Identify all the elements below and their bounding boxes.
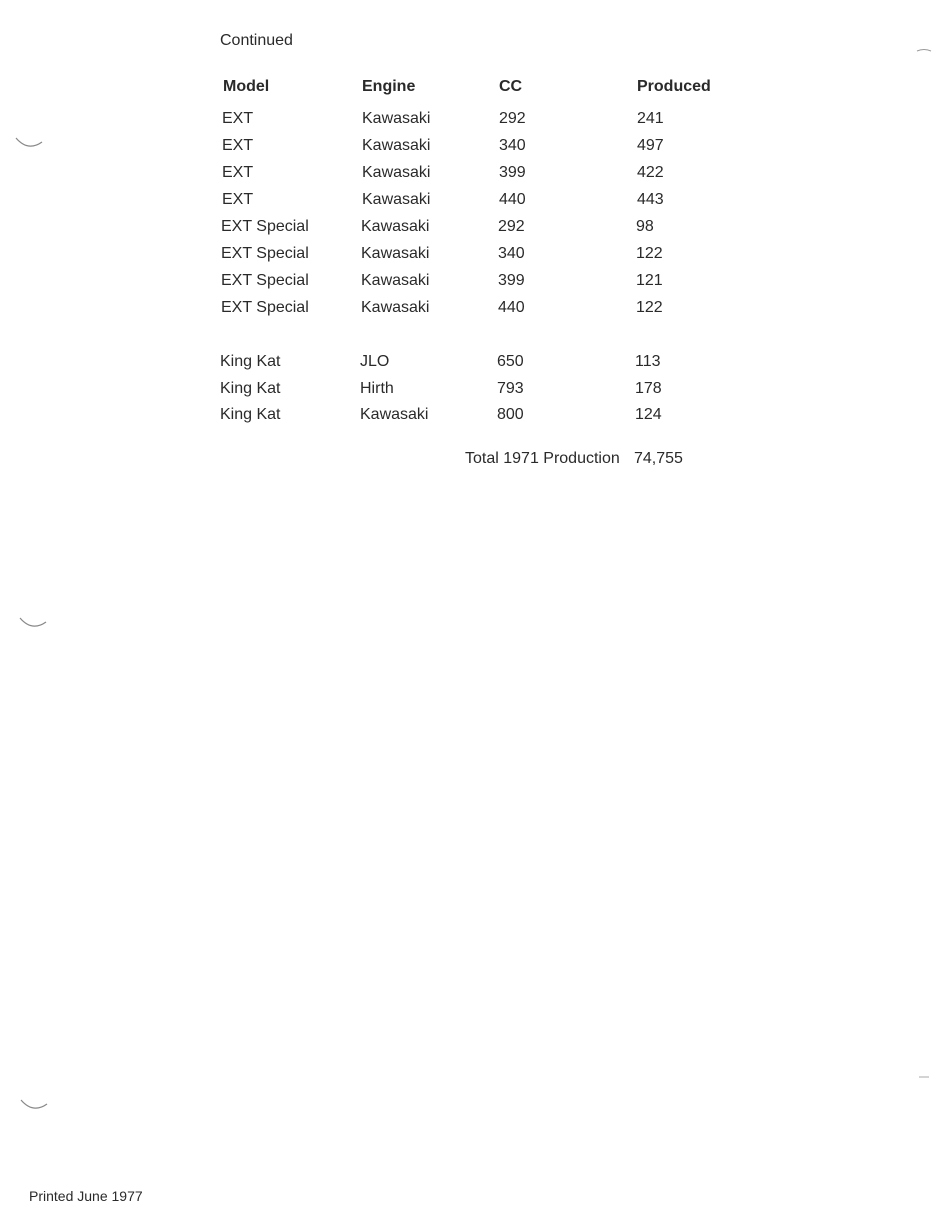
cell-model: EXT (222, 191, 254, 208)
table-row (221, 218, 821, 245)
header-engine: Engine (362, 78, 416, 95)
table-row (222, 191, 822, 218)
cell-model: King Kat (220, 380, 281, 397)
punch-hole-mark (18, 614, 48, 634)
total-production-label: Total 1971 Production (465, 450, 620, 467)
cell-cc: 800 (497, 406, 524, 423)
cell-cc: 440 (499, 191, 526, 208)
cell-cc: 340 (499, 137, 526, 154)
header-model: Model (223, 78, 270, 95)
cell-model: EXT (222, 137, 254, 154)
cell-engine: Hirth (360, 380, 394, 397)
continued-label: Continued (220, 32, 293, 49)
header-produced: Produced (637, 78, 711, 95)
cell-model: EXT Special (221, 245, 309, 262)
cell-cc: 399 (499, 164, 526, 181)
cell-cc: 340 (498, 245, 525, 262)
header-cc: CC (499, 78, 523, 95)
punch-hole-mark (19, 1096, 49, 1116)
punch-hole-mark (14, 134, 44, 154)
cell-model: King Kat (220, 406, 281, 423)
cell-engine: Kawasaki (360, 406, 429, 423)
cell-engine: JLO (360, 353, 390, 370)
cell-produced: 121 (636, 272, 663, 289)
cell-model: EXT (222, 164, 254, 181)
cell-engine: Kawasaki (361, 272, 430, 289)
cell-cc: 292 (499, 110, 526, 127)
cell-cc: 793 (497, 380, 524, 397)
cell-engine: Kawasaki (362, 110, 431, 127)
cell-cc: 292 (498, 218, 525, 235)
cell-cc: 399 (498, 272, 525, 289)
table-row (221, 299, 821, 326)
cell-produced: 113 (635, 353, 661, 370)
table-row (222, 110, 822, 137)
cell-model: EXT (222, 110, 254, 127)
cell-produced: 122 (636, 299, 663, 316)
cell-engine: Kawasaki (361, 218, 430, 235)
cell-produced: 443 (637, 191, 664, 208)
cell-cc: 650 (497, 353, 524, 370)
cell-engine: Kawasaki (362, 164, 431, 181)
total-production-value: 74,755 (634, 450, 683, 467)
cell-model: EXT Special (221, 218, 309, 235)
cell-engine: Kawasaki (362, 191, 431, 208)
table-row (220, 406, 820, 433)
cell-model: EXT Special (221, 299, 309, 316)
cell-produced: 241 (637, 110, 664, 127)
table-row (221, 245, 821, 272)
table-row (222, 137, 822, 164)
edge-mark (918, 1066, 930, 1084)
cell-produced: 98 (636, 218, 654, 235)
table-row (220, 353, 820, 380)
cell-produced: 422 (637, 164, 664, 181)
cell-produced: 497 (637, 137, 664, 154)
cell-model: King Kat (220, 353, 281, 370)
cell-engine: Kawasaki (361, 245, 430, 262)
table-row (221, 272, 821, 299)
table-row (220, 380, 820, 407)
cell-engine: Kawasaki (362, 137, 431, 154)
printed-date-footer: Printed June 1977 (29, 1188, 143, 1204)
cell-produced: 122 (636, 245, 663, 262)
cell-model: EXT Special (221, 272, 309, 289)
cell-produced: 124 (635, 406, 662, 423)
edge-mark (916, 40, 932, 58)
cell-cc: 440 (498, 299, 525, 316)
cell-engine: Kawasaki (361, 299, 430, 316)
cell-produced: 178 (635, 380, 662, 397)
table-row (222, 164, 822, 191)
